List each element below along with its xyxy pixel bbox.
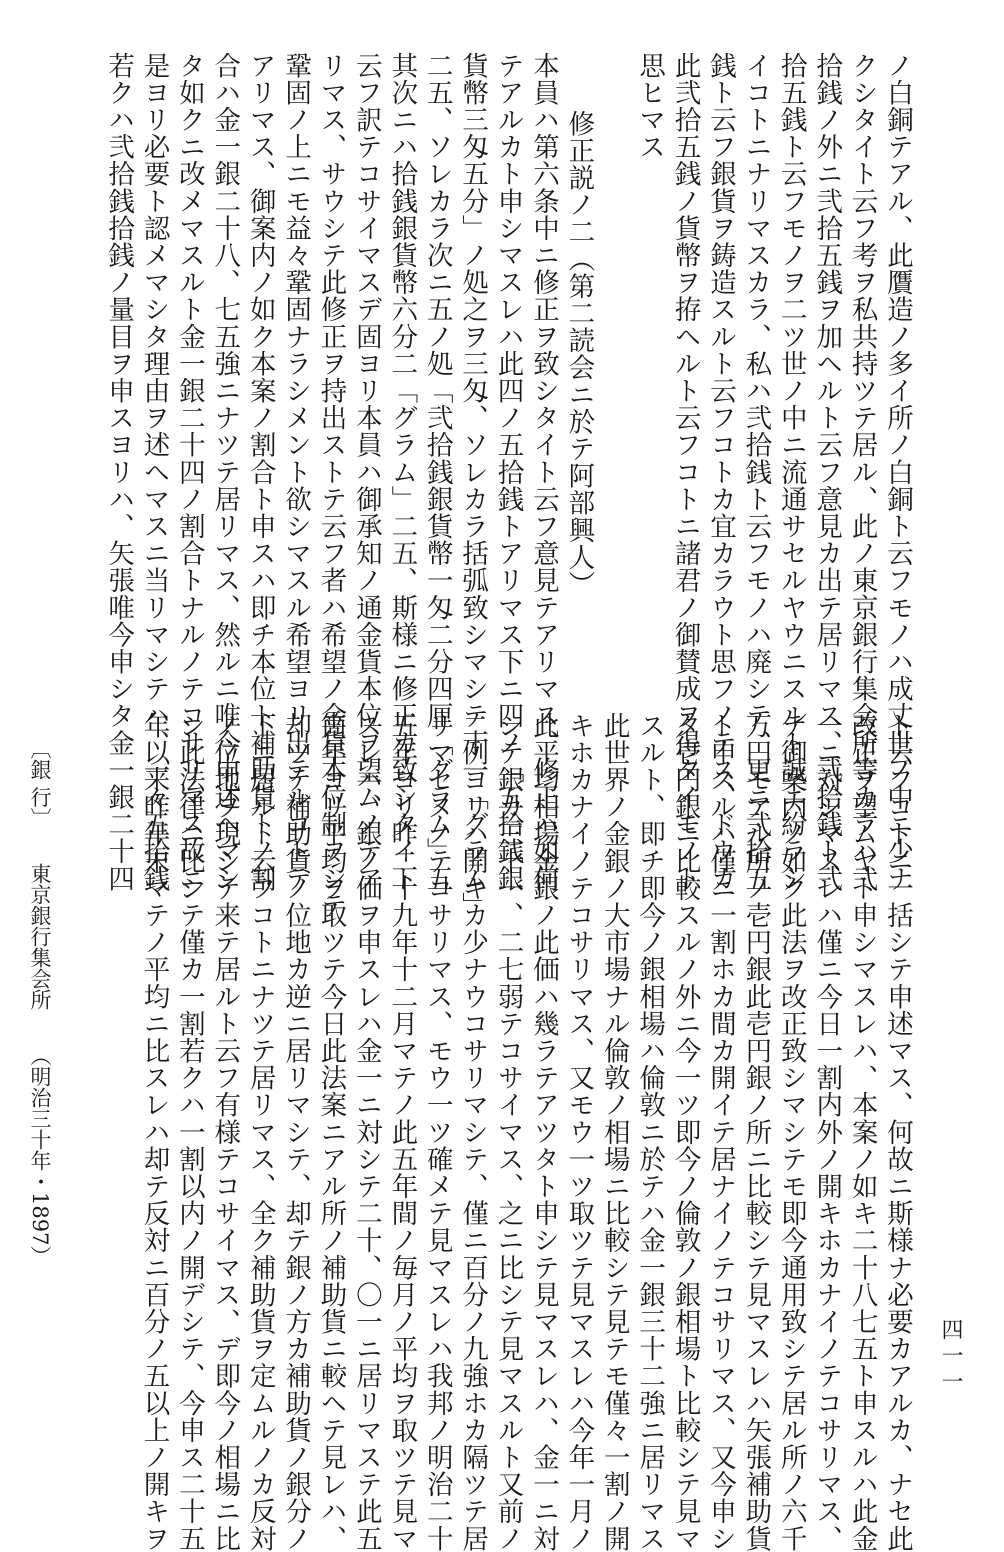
text-line: リマセヌノテコサリマス、モウ一ツ確メテ見マスレハ我邦ノ明治二十 (421, 712, 453, 1552)
text-line: シテ銀カ三十一、二七弱テコサイマス、之ニ比シテ見マスルト又前ノ (492, 712, 524, 1552)
text-line: 箇年ヨリ平均ヲ取ツテ今日此法案ニアル所ノ補助貨ニ較ヘテ見レハ、 (315, 712, 347, 1552)
text-line: タ壱円銀ニ比較スルノ外ニ今一ツ即今ノ倫敦ノ銀相場ト比較シテ見マ (669, 712, 701, 1552)
footer-source: 東京銀行集会所 (28, 863, 52, 1011)
text-line: 一ニ対シマスレハ僅ニ今日一割内外ノ開キホカナイノテコサリマス、 (811, 712, 843, 1552)
text-line: ト云フコトニ一括シテ申述マス、何故ニ斯様ナ必要カアルカ、ナセ此 (882, 712, 913, 1552)
page-footer (25, 738, 55, 1267)
text-line: スレハ、銀ノ価ヲ申スレハ金一ニ対シテ二十、〇一ニ居リマステ此五 (350, 712, 382, 1552)
text-line: ノ位地ヲ現シテ来テ居ルト云フ有様テコサイマス、デ即今ノ相場ニ比 (209, 712, 241, 1552)
text-line: 思ヒマス (634, 52, 666, 161)
text-line: タ如クニ改メマスルト金一銀二十四ノ割合トナルノテコサリマス故ニ (173, 52, 205, 893)
text-line: 却ツテ補助貨ノ位地カ逆ニ居リマシテ、却テ銀ノ方カ補助貨ノ銀分ノ (280, 712, 312, 1552)
text-line: 若クハ弐拾銭拾銭ノ量目ヲ申スヨリハ、矢張唯今申シタ金一銀二十四 (103, 52, 135, 893)
text-line: 此平均相場金銀ノ此価ハ幾ラテアツタト申シテ見マスレハ、金一ニ対 (527, 712, 559, 1552)
text-line: 下ニ居ルト云フコトニナツテ居リマス、全ク補助貨ヲ定ムルノカ反対 (244, 712, 276, 1552)
upper-text-block (103, 52, 915, 920)
text-line: 改正ヲ望ムヤト申シマスレハ、本案ノ如キ二十八七五ト申スルハ此金 (846, 712, 878, 1552)
text-line: 云フ訳テコサイマスデ固ヨリ本員ハ御承知ノ通金貨本位ヲ望ムノテア (350, 52, 382, 893)
text-line: シ此法律ニ比シテ僅カ一割若クハ一割以内ノ開デシテ、今申ス二十五 (173, 712, 205, 1552)
text-line: 二例ヨリハ開キカ少ナウコサリマシテ、僅ニ百分ノ九強ホカ隔ツテ居 (457, 712, 489, 1552)
text-line: 鞏固ノ上ニモ益々鞏固ナラシメント欲シマスル希望ヨリ出テルコトテ (280, 52, 312, 893)
text-line: キホカナイノテコサリマス、又モウ一ツ取ツテ見マスレハ今年一月ノ (563, 712, 595, 1552)
text-line: ノ白銅テアル、此贋造ノ多イ所ノ白銅ト云フモノハ成丈世ノ中ニ少ナ (882, 52, 913, 893)
text-line: テアルカト申シマスレハ此四ノ五拾銭トアリマス下ニ四ノ「五拾銭銀 (492, 52, 524, 893)
text-line: スルト、即チ即今ノ銀相場ハ倫敦ニ於テハ金一銀三十二強ニ居リマス (634, 712, 666, 1552)
text-line: 銭ト云フ銀貨ヲ鋳造スルト云フコトカ宜カラウト思フノテス、ドウカ (704, 52, 736, 893)
text-line: テ御案内ノ如ク此法ヲ改正致シマシテモ即今通用致シテ居ル所ノ六千 (775, 712, 807, 1552)
text-line: 貨幣三匁五分」ノ処之ヲ三匁、ソレカラ括弧致シマシテ十一「グラム」 (457, 52, 489, 920)
text-line: 此世界ノ金銀ノ大市場ナル倫敦ノ相場ニ比較シテ見テモ僅々一割ノ開 (598, 712, 630, 1552)
text-line: 万円モアル所ノ壱円銀此壱円銀ノ所ニ比較シテ見マスレハ矢張補助貨 (740, 712, 772, 1552)
text-line: 五年ヨリ昨二十九年十二月マテノ此五年間ノ毎月ノ平均ヲ取ツテ見マ (386, 712, 418, 1552)
text-line: ト申スルハ僅ニ一割ホカ間カ開イテ居ナイノテコサリマス、又今申シ (704, 712, 736, 1552)
text-line: 修正説ノ二（第二読会ニ於テ阿部興人） (563, 110, 595, 598)
footer-date: （明治三十年・1897） (28, 1045, 52, 1267)
footer-category: 〔銀 行〕 (28, 738, 52, 829)
text-line: クシタイト云フ考ヲ私共持ツテ居ル、此ノ東京銀行集会所等カラハ弐 (846, 52, 878, 893)
text-line: 拾銭ノ外ニ弐拾五銭ヲ加ヘルト云フ意見カ出テ居リマス、弐拾銭ト弐 (811, 52, 843, 893)
text-line: 其次ニハ拾銭銀貨幣六分二「グラム」二五、斯様ニ修正カ致シタイト (386, 52, 418, 893)
text-line (596, 52, 631, 677)
text-line: 年以来昨年末マテノ平均ニ比スレハ却テ反対ニ百分ノ五以上ノ開キヲ (138, 712, 170, 1552)
text-line: 二五、ソレカラ次ニ五ノ処「弐拾銭銀貨幣一匁二分四厘「グラム」五 (421, 52, 453, 893)
text-line: 是ヨリ必要ト認メマシタ理由ヲ述ヘマスニ当リマシテハ、一々五拾銭 (138, 52, 170, 893)
text-line: 本員ハ第六条中ニ修正ヲ致シタイト云フ意見テアリマス、修正ハ如何 (527, 52, 559, 893)
text-line: 此弐拾五銭ノ貨幣ヲ拵ヘルト云フコトニ諸君ノ御賛成ヲ得タイモノト (669, 52, 701, 893)
text-line: イコトニナリマスカラ、私ハ弐拾銭ト云フモノハ廃シテ、更ニ弐拾五 (740, 52, 772, 893)
lower-text-block (138, 712, 915, 1552)
text-line: アリマス、御案内ノ如ク本案ノ割合ト申スハ即チ本位ト補助貨トノ割 (244, 52, 276, 893)
text-line: リマス、サウシテ此修正ヲ持出ストテ云フ者ハ希望ノ金貨本位制ヲシテ (315, 52, 347, 920)
text-line: 合ハ金一銀二十八、七五強ニナツテ居リマス、然ルニ唯今申述ヘマシ (209, 52, 241, 893)
page-number: 四一一 (938, 1318, 963, 1396)
text-line: 拾五銭ト云フモノヲ二ツ世ノ中ニ流通サセルヤウニスルト誠ニ紛ラシ (775, 52, 807, 893)
